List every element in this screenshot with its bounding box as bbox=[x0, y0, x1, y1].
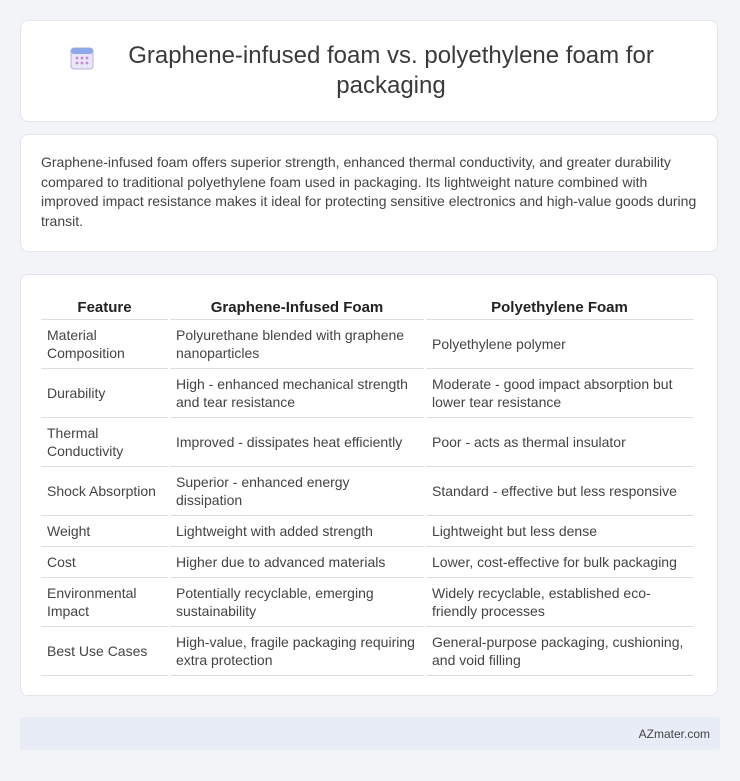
graphene-cell: High-value, fragile packaging requiring extra protection bbox=[170, 627, 424, 676]
graphene-cell: Potentially recyclable, emerging sustainability bbox=[170, 578, 424, 627]
feature-cell: Thermal Conductivity bbox=[41, 418, 168, 467]
polyethylene-cell: Widely recyclable, established eco-friendly processes bbox=[426, 578, 693, 627]
header-graphene: Graphene-Infused Foam bbox=[170, 295, 424, 320]
table-row bbox=[41, 320, 693, 369]
polyethylene-cell: Moderate - good impact absorption but lower tear resistance bbox=[426, 369, 693, 418]
graphene-cell: Polyurethane blended with graphene nanoparticles bbox=[170, 320, 424, 369]
table-row bbox=[41, 578, 693, 627]
summary-text: Graphene-infused foam offers superior strength, enhanced thermal conductivity, and greater durability compared to traditional polyethylene foam used in packaging. Its lightweight nature combined with improved impact resistance makes it ideal for protecting sensitive electronics and high-value goods during transit. bbox=[41, 154, 697, 229]
comparison-table bbox=[39, 295, 695, 676]
feature-cell: Environmental Impact bbox=[41, 578, 168, 627]
page-title: Graphene-infused foam vs. polyethylene foam for packaging bbox=[128, 42, 654, 99]
header-feature: Feature bbox=[41, 295, 168, 320]
graphene-cell: High - enhanced mechanical strength and tear resistance bbox=[170, 369, 424, 418]
polyethylene-cell: General-purpose packaging, cushioning, and void filling bbox=[426, 627, 693, 676]
table-row bbox=[41, 467, 693, 516]
calendar-icon bbox=[69, 45, 95, 71]
table-row bbox=[41, 547, 693, 578]
footer bbox=[20, 717, 720, 750]
polyethylene-cell: Polyethylene polymer bbox=[426, 320, 693, 369]
polyethylene-cell: Standard - effective but less responsive bbox=[426, 467, 693, 516]
feature-cell: Best Use Cases bbox=[41, 627, 168, 676]
footer-brand: AZmater.com bbox=[638, 726, 710, 741]
table-row bbox=[41, 418, 693, 467]
comparison-card bbox=[20, 274, 718, 696]
graphene-cell: Superior - enhanced energy dissipation bbox=[170, 467, 424, 516]
feature-cell: Shock Absorption bbox=[41, 467, 168, 516]
feature-cell: Weight bbox=[41, 516, 168, 547]
feature-cell: Cost bbox=[41, 547, 168, 578]
feature-cell: Material Composition bbox=[41, 320, 168, 369]
table-row bbox=[41, 516, 693, 547]
table-row bbox=[41, 369, 693, 418]
graphene-cell: Higher due to advanced materials bbox=[170, 547, 424, 578]
graphene-cell: Lightweight with added strength bbox=[170, 516, 424, 547]
feature-cell: Durability bbox=[41, 369, 168, 418]
title-wrap bbox=[69, 41, 669, 101]
graphene-cell: Improved - dissipates heat efficiently bbox=[170, 418, 424, 467]
table-row bbox=[41, 627, 693, 676]
summary-card bbox=[20, 134, 718, 252]
header-polyethylene: Polyethylene Foam bbox=[426, 295, 693, 320]
table-header-row bbox=[41, 295, 693, 320]
title-card bbox=[20, 20, 718, 122]
polyethylene-cell: Lower, cost-effective for bulk packaging bbox=[426, 547, 693, 578]
polyethylene-cell: Poor - acts as thermal insulator bbox=[426, 418, 693, 467]
polyethylene-cell: Lightweight but less dense bbox=[426, 516, 693, 547]
